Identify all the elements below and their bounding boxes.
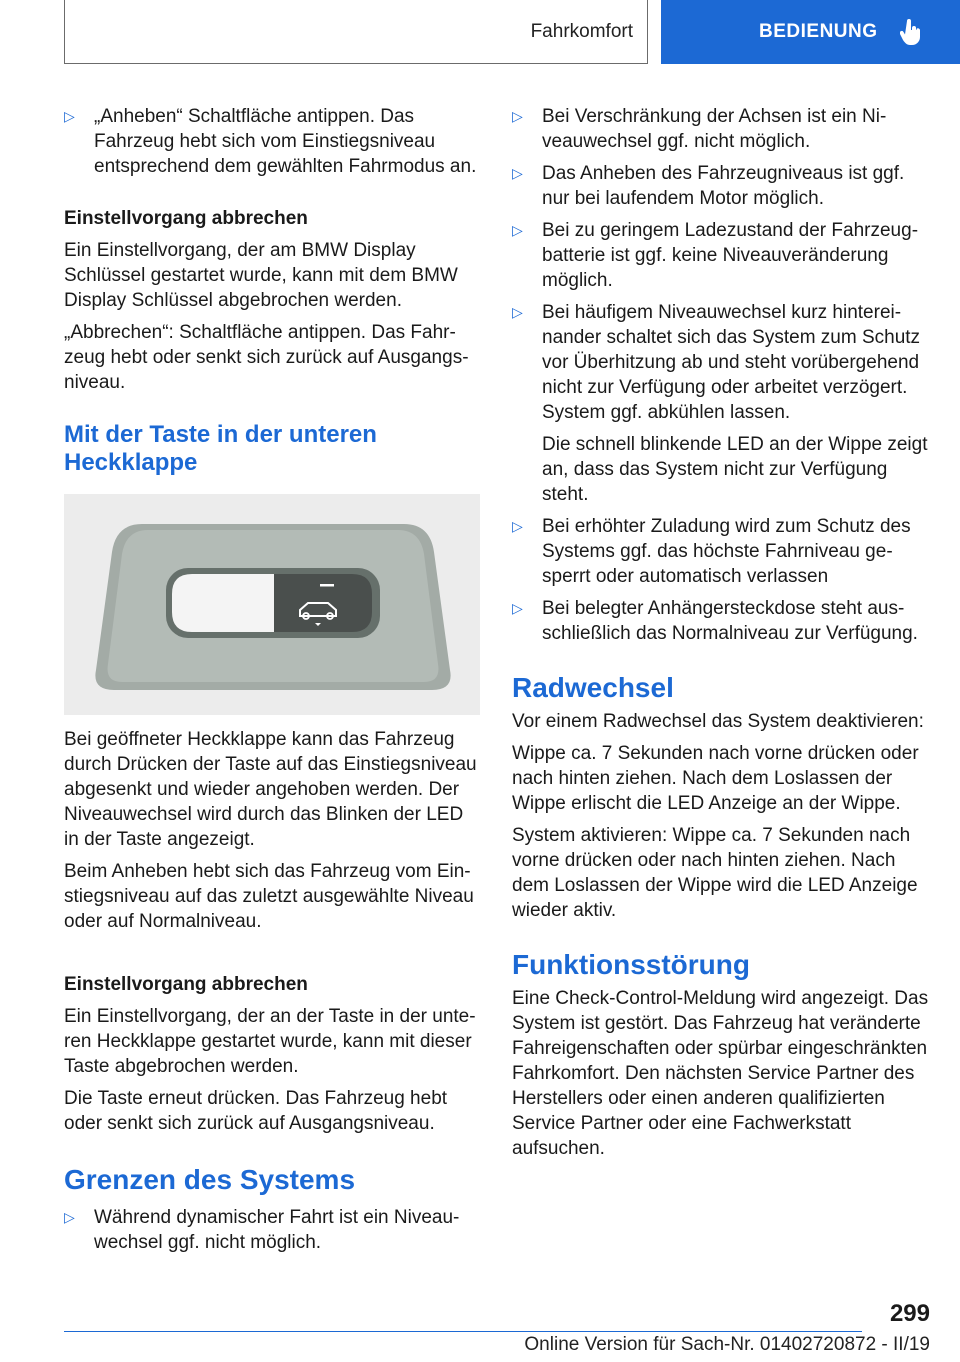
paragraph: System aktivieren: Wippe ca. 7 Sekunden nach vorne drücken oder nach hinten ziehen. Nach dem Loslassen der Wippe wird die LED Anzeige wieder aktiv. [512,825,918,921]
page-number: 299 [889,1300,930,1327]
triangle-right-icon: ▷ [512,222,523,238]
paragraph: Bei geöffneter Heckklappe kann das Fahrzeug durch Drücken der Taste auf das Einstiegsniveau abgesenkt und wieder angehoben werden. Der Niveauwechsel wird durch das Blinken der LED in der Taste angezeigt. [64,729,477,850]
paragraph: Vor einem Radwechsel das System deaktivieren: [512,711,924,732]
triangle-right-icon: ▷ [512,108,523,124]
header-section-title: Fahrkomfort [530,20,633,42]
list-item: ▷ Bei zu geringem Ladezustand der Fahrzeugbatterie ist ggf. keine Niveauveränderung möglich. [512,220,919,291]
paragraph: „Abbrechen“: Schaltfläche antippen. Das Fahrzeug hebt oder senkt sich zurück auf Ausgangsniveau. [64,322,469,393]
triangle-right-icon: ▷ [64,1209,75,1225]
subheading-cancel: Einstellvorgang abbrechen [64,208,308,229]
hand-pointer-icon [900,19,922,45]
right-column [512,104,930,1168]
paragraph: Ein Einstellvorgang, der an der Taste in der unteren Heckklappe gestartet wurde, kann mit dieser Taste abgebrochen werden. [64,1006,476,1077]
paragraph: Eine Check-Control-Meldung wird angezeigt. Das System ist gestört. Das Fahrzeug hat veränderte Fahreigenschaften oder spürbar eingeschränkten Fahrkomfort. Den nächsten Service Partner des Herstellers oder einen anderen qualifizierten Service Partner oder eine Fachwerkstatt aufsuchen. [512,988,929,1159]
header-chapter-title: BEDIENUNG [759,21,878,42]
header-section-box [64,0,648,64]
list-item: ▷ Bei häufigem Niveauwechsel kurz hintereinander schaltet sich das System zum Schutz vor Überhitzung ab und steht vorübergehend nicht zur Verfügung oder arbeitet verzögert. System ggf. abkühlen lassen. [512,302,921,423]
list-item: ▷ „Anheben“ Schaltfläche antippen. Das Fahrzeug hebt sich vom Einstiegsniveau entsprechend dem gewählten Fahrmodus an. [64,106,477,177]
list-item: ▷ Bei erhöhter Zuladung wird zum Schutz des Systems ggf. das höchste Fahrniveau gesperrt oder automatisch verlassen [512,516,911,587]
triangle-right-icon: ▷ [512,165,523,181]
paragraph: Die Taste erneut drücken. Das Fahrzeug hebt oder senkt sich zurück auf Ausgangsniveau. [64,1088,448,1134]
paragraph: Beim Anheben hebt sich das Fahrzeug vom Einstiegsniveau auf das zuletzt ausgewählte Niveau oder auf Normalniveau. [64,861,474,932]
triangle-right-icon: ▷ [512,600,523,616]
bullet-note: Die schnell blinkende LED an der Wippe zeigt an, dass das System nicht zur Verfügung steht. [542,434,928,505]
paragraph: Wippe ca. 7 Sekunden nach vorne drücken oder nach hinten ziehen. Nach dem Loslassen der Wippe erlischt die LED Anzeige an der Wippe. [512,743,919,814]
footer-rule [64,1331,862,1332]
list-item: ▷ Bei belegter Anhängersteckdose steht ausschließlich das Normalniveau zur Verfügung. [512,598,918,644]
subheading-cancel-2: Einstellvorgang abbrechen [64,974,308,995]
paragraph: Ein Einstellvorgang, der am BMW Display Schlüssel gestartet wurde, kann mit dem BMW Display Schlüssel abgebrochen werden. [64,240,458,311]
section-heading-radwechsel: Radwechsel [512,672,674,703]
section-heading-funktionsstoerung: Funktionsstörung [512,949,750,980]
section-heading-grenzen: Grenzen des Systems [64,1164,356,1195]
triangle-right-icon: ▷ [64,108,75,124]
left-column [64,104,480,1262]
triangle-right-icon: ▷ [512,518,523,534]
list-item: ▷ Das Anheben des Fahrzeugniveaus ist ggf. nur bei laufendem Motor möglich. [512,163,905,209]
footer-online-version: Online Version für Sach-Nr. 01402720872 - II/19 [524,1334,930,1355]
tailgate-button-illustration [64,494,480,715]
triangle-right-icon: ▷ [512,304,523,320]
section-heading-taste: Mit der Taste in der unteren Heckklappe [64,421,377,476]
list-item: ▷ Bei Verschränkung der Achsen ist ein Niveauwechsel ggf. nicht möglich. [512,106,887,152]
header-chapter-tab [661,0,960,64]
list-item: ▷ Während dynamischer Fahrt ist ein Niveauwechsel ggf. nicht möglich. [64,1207,460,1253]
